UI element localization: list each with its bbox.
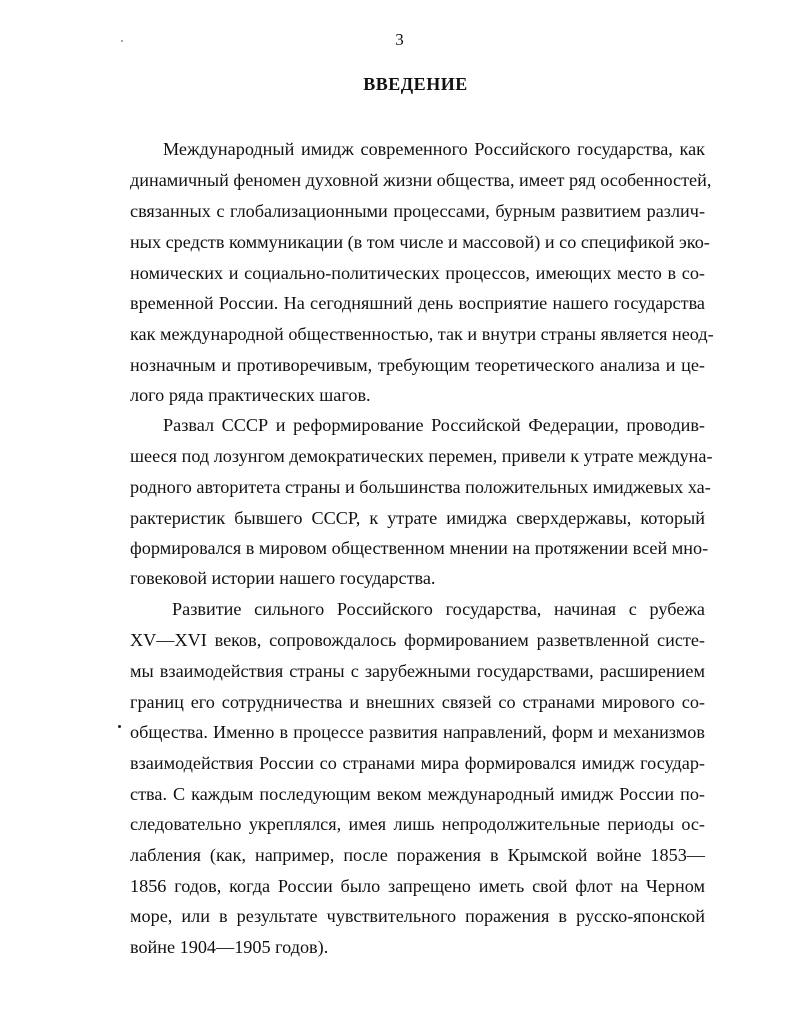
text-line: лого ряда практических шагов. [130,385,371,405]
text-line: Международный имидж современного Российского государства, как [163,139,705,159]
text-line: Развитие сильного Российского государства, начиная с рубежа [172,599,705,619]
text-line: 1856 годов, когда России было запрещено иметь свой флот на Черном [130,876,705,896]
text-line: море, или в результате чувствительного поражения в русско-японской [130,906,705,926]
text-line: динамичный феномен духовной жизни общества, имеет ряд особенностей, [130,170,712,190]
text-line: как международной общественностью, так и внутри страны является неод- [130,324,714,344]
text-line: Развал СССР и реформирование Российской Федерации, проводив- [163,415,705,435]
text-line: ства. С каждым последующим веком международный имидж России по- [130,784,705,804]
text-line: лабления (как, например, после поражения в Крымской войне 1853— [130,845,705,865]
text-line: рактеристик бывшего СССР, к утрате имиджа сверхдержавы, который [130,508,705,528]
page-number: 3 [395,30,404,49]
text-line: номических и социально-политических процессов, имеющих место в со- [130,263,705,283]
scan-speck [118,725,121,728]
text-line: общества. Именно в процессе развития направлений, форм и механизмов [130,722,705,742]
text-line: нозначным и противоречивым, требующим теоретического анализа и це- [130,355,705,375]
text-line: XV—XVI веков, сопровождалось формированием разветвленной систе- [130,630,705,650]
text-line: формировался в мировом общественном мнении на протяжении всей мно- [130,538,709,558]
text-line: взаимодействия России со странами мира формировался имидж государ- [130,753,705,773]
text-line: границ его сотрудничества и внешних связей со странами мирового со- [130,692,705,712]
text-line: временной России. На сегодняшний день восприятие нашего государства [130,293,705,313]
text-line: говековой истории нашего государства. [130,568,436,588]
text-line: шееся под лозунгом демократических перемен, привели к утрате междуна- [130,446,713,466]
text-line: мы взаимодействия страны с зарубежными государствами, расширением [130,661,705,681]
text-line: войне 1904—1905 годов). [130,937,329,957]
chapter-heading: ВВЕДЕНИЕ [363,74,468,94]
text-line: связанных с глобализационными процессами, бурным развитием различ- [130,201,705,221]
text-line: следовательно укреплялся, имея лишь непродолжительные периоды ос- [130,814,705,834]
text-line: родного авторитета страны и большинства положительных имиджевых ха- [130,477,711,497]
text-line: ных средств коммуникации (в том числе и массовой) и со спецификой эко- [130,232,710,252]
scan-speck [121,40,123,42]
